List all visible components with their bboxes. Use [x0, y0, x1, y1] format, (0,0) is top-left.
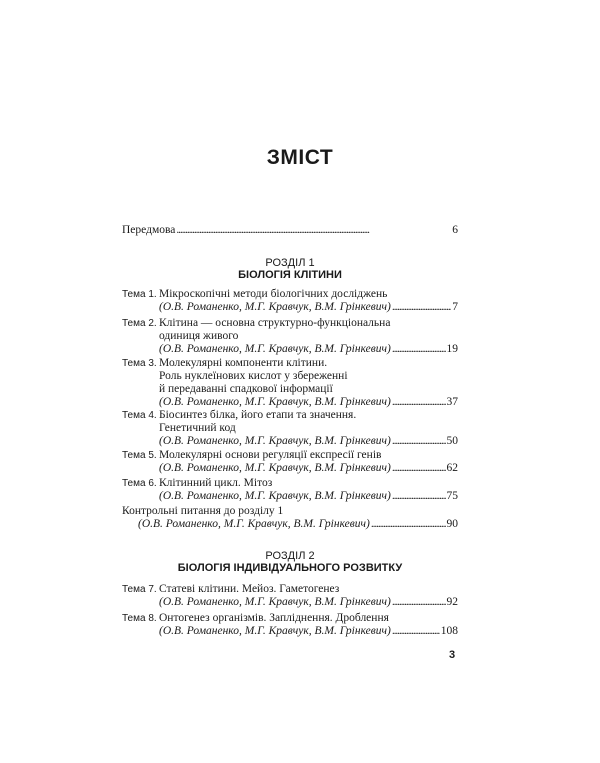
dot-leader — [392, 625, 440, 638]
section-1-label: РОЗДІЛ 1 — [265, 257, 315, 269]
topic-page: 19 — [446, 343, 458, 355]
toc-intro-text: Передмова — [122, 224, 176, 236]
topic-number: Тема 2. — [122, 318, 157, 329]
topic-authors: (О.В. Романенко, М.Г. Кравчук, В.М. Грінкевич) — [159, 396, 391, 408]
topic-title-line: Біосинтез білка, його етапи та значення. — [159, 409, 357, 421]
control-questions-authors: (О.В. Романенко, М.Г. Кравчук, В.М. Грінкевич) — [138, 518, 370, 530]
topic-page: 50 — [446, 435, 458, 447]
dot-leader — [392, 396, 446, 409]
topic-page: 7 — [452, 301, 458, 313]
dot-leader — [392, 435, 446, 448]
page-number: 3 — [449, 649, 456, 661]
topic-number: Тема 6. — [122, 478, 157, 489]
dot-leader — [392, 462, 446, 475]
topic-number: Тема 1. — [122, 289, 157, 300]
topic-title-line: Онтогенез організмів. Запліднення. Дроблення — [159, 612, 389, 624]
dot-leader — [392, 596, 446, 609]
topic-author-line — [159, 462, 458, 475]
topic-title-line: Статеві клітини. Мейоз. Гаметогенез — [159, 583, 340, 595]
topic-number: Тема 3. — [122, 358, 157, 369]
topic-number: Тема 8. — [122, 613, 157, 624]
topic-title-line: одиниця живого — [159, 330, 239, 342]
section-2-name: БІОЛОГІЯ ІНДИВІДУАЛЬНОГО РОЗВИТКУ — [177, 562, 403, 574]
topic-author-line — [159, 435, 458, 448]
control-questions-title: Контрольні питання до розділу 1 — [122, 505, 284, 517]
topic-title-line: Генетичний код — [159, 422, 236, 434]
section-2-label: РОЗДІЛ 2 — [265, 550, 315, 562]
topic-page: 37 — [446, 396, 458, 408]
topic-page: 75 — [446, 490, 458, 502]
toc-control-questions — [122, 505, 458, 531]
table-of-contents — [122, 0, 458, 763]
topic-authors: (О.В. Романенко, М.Г. Кравчук, В.М. Грінкевич) — [159, 625, 391, 637]
topic-author-line — [159, 301, 458, 314]
control-questions-author-line — [138, 518, 458, 531]
dot-leader — [371, 518, 446, 531]
topic-title-line: Молекулярні основи регуляції експресії генів — [159, 449, 382, 461]
dot-leader — [392, 301, 451, 314]
topic-author-line — [159, 396, 458, 409]
dot-leader — [176, 224, 451, 237]
toc-intro-page: 6 — [452, 224, 458, 236]
topic-authors: (О.В. Романенко, М.Г. Кравчук, В.М. Грінкевич) — [159, 490, 391, 502]
topic-page: 92 — [446, 596, 458, 608]
control-questions-page: 90 — [446, 518, 458, 530]
topic-authors: (О.В. Романенко, М.Г. Кравчук, В.М. Грінкевич) — [159, 301, 391, 313]
topic-author-line — [159, 625, 458, 638]
section-2-header — [122, 550, 458, 574]
page-title: ЗМІСТ — [266, 146, 334, 169]
topic-authors: (О.В. Романенко, М.Г. Кравчук, В.М. Грінкевич) — [159, 596, 391, 608]
topic-number: Тема 7. — [122, 584, 157, 595]
topic-authors: (О.В. Романенко, М.Г. Кравчук, В.М. Грінкевич) — [159, 435, 391, 447]
dot-leader — [392, 343, 446, 356]
topic-title-line: Роль нуклеїнових кислот у збереженні — [159, 370, 348, 382]
toc-intro-line — [122, 224, 458, 237]
topic-title-line: Молекулярні компоненти клітини. — [159, 357, 328, 369]
topic-author-line — [159, 490, 458, 503]
topic-title-line: й передаванні спадкової інформації — [159, 383, 333, 395]
topic-title-line: Мікроскопічні методи біологічних досліджень — [159, 288, 388, 300]
topic-authors: (О.В. Романенко, М.Г. Кравчук, В.М. Грінкевич) — [159, 343, 391, 355]
topic-page: 108 — [440, 625, 458, 637]
topic-title-line: Клітина — основна структурно-функціональна — [159, 317, 391, 329]
topic-author-line — [159, 343, 458, 356]
topic-authors: (О.В. Романенко, М.Г. Кравчук, В.М. Грінкевич) — [159, 462, 391, 474]
topic-number: Тема 4. — [122, 410, 157, 421]
section-1-name: БІОЛОГІЯ КЛІТИНИ — [238, 269, 342, 281]
topic-number: Тема 5. — [122, 450, 157, 461]
dot-leader — [392, 490, 446, 503]
topic-title-line: Клітинний цикл. Мітоз — [159, 477, 273, 489]
topic-page: 62 — [446, 462, 458, 474]
section-1-header — [122, 257, 458, 281]
toc-intro — [122, 224, 458, 237]
topic-author-line — [159, 596, 458, 609]
